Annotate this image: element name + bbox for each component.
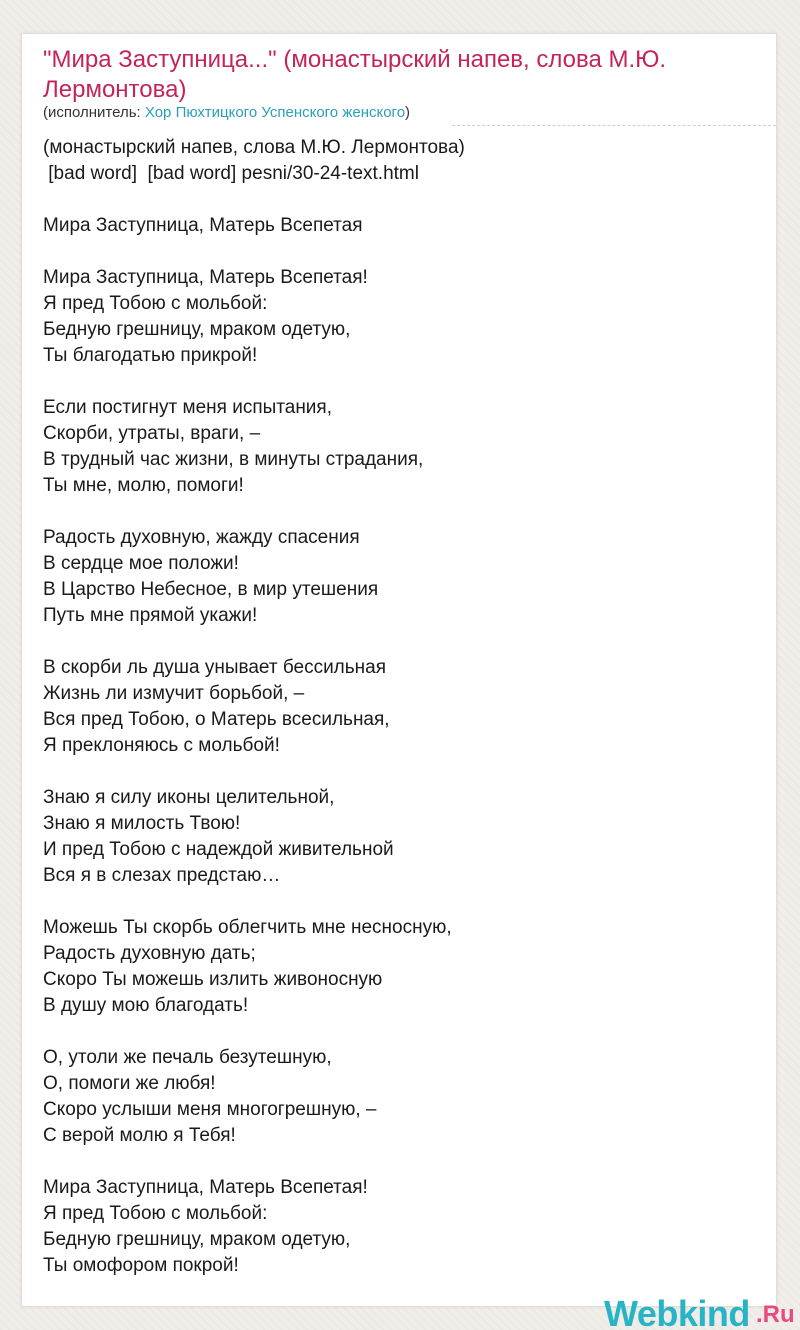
lyrics-text: (монастырский напев, слова М.Ю. Лермонтова) [bad word] [bad word] pesni/30-24-text.html Мира Заступница, Матерь Всепетая Мира Заступница, Матерь Всепетая! Я пред Тобою с мольбой: Бедную грешницу, мраком одетую, Ты благодатью прикрой! Если постигнут меня испытания, Скорби, утраты, враги, – В трудный час жизни, в минуты страдания, Ты мне, молю, помоги! Радость духовную, жажду спасения В сердце мое положи! В Царство Небесное, в мир утешения Путь мне прямой укажи! В скорби ль душа унывает бессильная Жизнь ли измучит борьбой, – Вся пред Тобою, о Матерь всесильная, Я преклоняюсь с мольбой! Знаю я силу иконы целительной, Знаю я милость Твою! И пред Тобою с надеждой живительной Вся я в слезах предстаю… Можешь Ты скорбь облегчить мне несносную, Радость духовную дать; Скоро Ты можешь излить живоносную В душу мою благодать! О, утоли же печаль безутешную, О, помоги же любя! Скоро услыши меня многогрешную, – С верой молю я Тебя! Мира Заступница, Матерь Всепетая! Я пред Тобою с мольбой: Бедную грешницу, мраком одетую, Ты омофором покрой! [43, 137, 465, 1276]
song-title: "Мира Заступница..." (монастырский напев, слова М.Ю. Лермонтова) [43, 46, 667, 103]
header-divider [452, 125, 776, 126]
performer-link[interactable]: Хор Пюхтицкого Успенского женского [144, 104, 406, 121]
logo-domain-suffix: .Ru [756, 1301, 795, 1328]
content-card [21, 33, 795, 1330]
performer-prefix: (исполнитель: [43, 104, 145, 121]
performer-suffix: ) [405, 104, 411, 121]
performer-line [43, 104, 410, 122]
logo-wordmark: Webkind [604, 1293, 750, 1330]
site-logo[interactable] [604, 1293, 800, 1330]
